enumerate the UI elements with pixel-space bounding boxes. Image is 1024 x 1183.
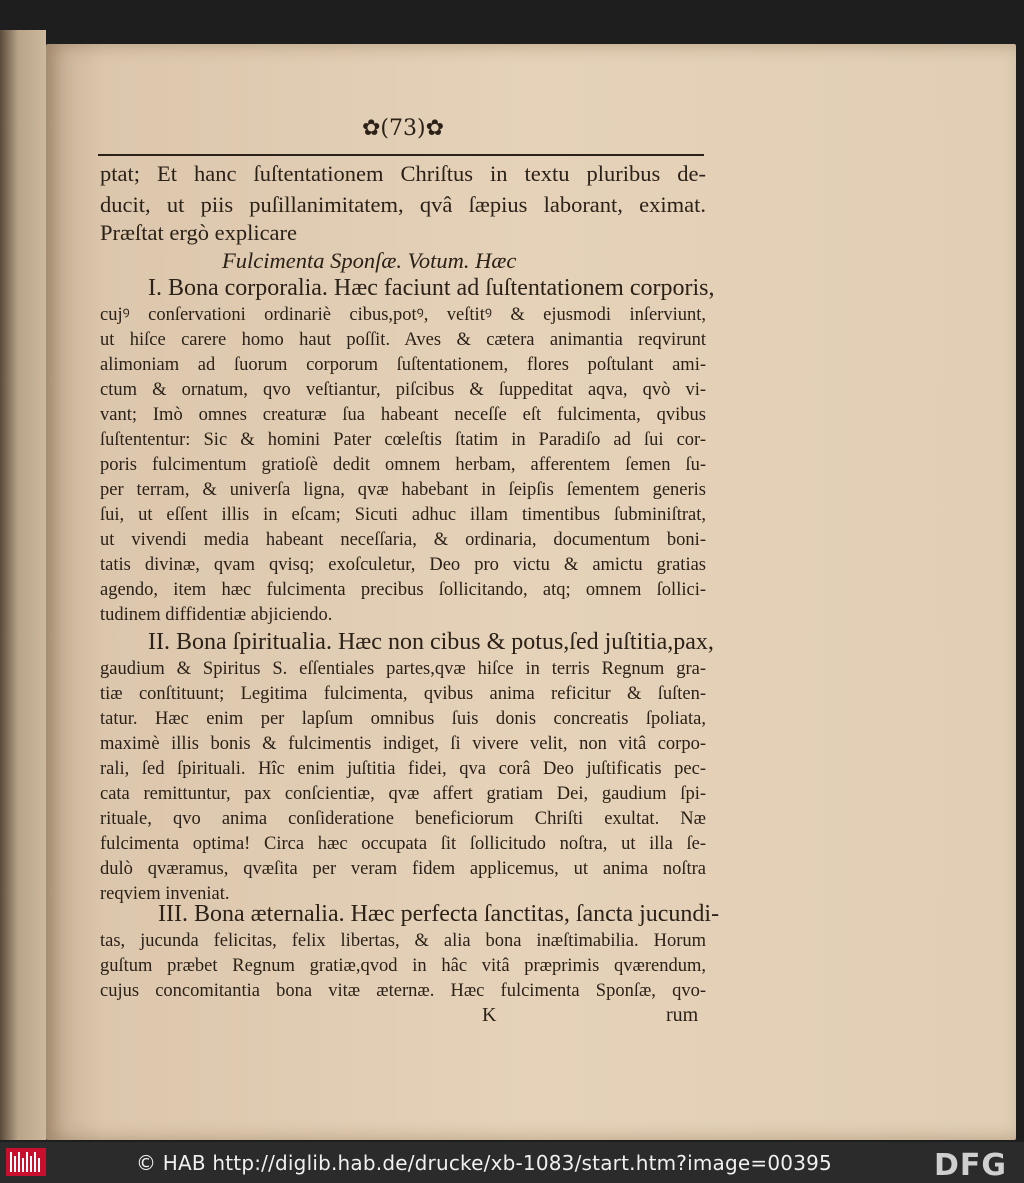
section-heading: Fulcimenta Sponſæ. Votum. Hæc bbox=[222, 248, 517, 273]
ornament-left-icon: ✿ bbox=[361, 116, 381, 141]
page-number: ✿(73)✿ bbox=[361, 116, 445, 141]
hab-logo-icon bbox=[6, 1148, 46, 1176]
text-line: tas, jucunda felicitas, felix libertas, & alia bona inæſtimabilia. Horum bbox=[100, 931, 706, 951]
text-line: cujꝰ conſervationi ordinariè cibus,potꝰ, veſtitꝰ & ejusmodi inſerviunt, bbox=[100, 305, 706, 325]
text-line: ducit, ut piis puſillanimitatem, qvâ ſæpius laborant, eximat. bbox=[100, 192, 706, 217]
text-line: tatis divinæ, qvam qvisq; exoſculetur, Deo pro victu & amictu gratias bbox=[100, 555, 706, 575]
text-line: fulcimenta optima! Circa hæc occupata ſit ſollicitudo noſtra, ut illa ſe- bbox=[100, 834, 706, 854]
header-rule bbox=[98, 154, 704, 156]
previous-page-edge bbox=[0, 30, 46, 1140]
section-title-3: III. Bona æternalia. Hæc perfecta ſanctitas, ſancta jucundi- bbox=[158, 901, 720, 927]
text-line: rituale, qvo anima conſideratione beneficiorum Chriſti exultat. Næ bbox=[100, 809, 706, 829]
text-line: cata remittuntur, pax conſcientiæ, qvæ affert gratiam Dei, gaudium ſpi- bbox=[100, 784, 706, 804]
text-line: rali, ſed ſpirituali. Hîc enim juſtitia fidei, qva corâ Deo juſtificatis pec- bbox=[100, 759, 706, 779]
ornament-right-icon: ✿ bbox=[425, 116, 445, 141]
dfg-logo-icon: DFG bbox=[934, 1148, 1008, 1183]
text-line: Præſtat ergò explicare bbox=[100, 220, 298, 245]
signature-mark: K bbox=[482, 1004, 497, 1026]
text-line: ſuſtententur: Sic & homini Pater cœleſtis ſtatim in Paradiſo ad ſui cor- bbox=[100, 430, 706, 450]
text-line: ctum & ornatum, qvo veſtiantur, piſcibus & ſuppeditat aqva, qvò vi- bbox=[100, 380, 706, 400]
copyright-link[interactable]: © HAB http://diglib.hab.de/drucke/xb-1083/start.htm?image=00395 bbox=[136, 1151, 832, 1175]
section-title-1: I. Bona corporalia. Hæc faciunt ad ſuſtentationem corporis, bbox=[148, 275, 715, 301]
text-line: vant; Imò omnes creaturæ ſua habeant neceſſe eſt fulcimenta, qvibus bbox=[100, 405, 706, 425]
text-line: ut hiſce carere homo haut poſſit. Aves & cætera animantia reqvirunt bbox=[100, 330, 706, 350]
text-line: ut vivendi media habeant neceſſaria, & ordinaria, documentum boni- bbox=[100, 530, 706, 550]
text-line: reqviem inveniat. bbox=[100, 884, 230, 904]
text-line: alimoniam ad ſuorum corporum ſuſtentationem, flores poſtulant ami- bbox=[100, 355, 706, 375]
text-line: per terram, & univerſa ligna, qvæ habebant in ſeipſis ſementem generis bbox=[100, 480, 706, 500]
text-line: gaudium & Spiritus S. eſſentiales partes,qvæ hiſce in terris Regnum gra- bbox=[100, 659, 706, 679]
section-title-2: II. Bona ſpiritualia. Hæc non cibus & potus,ſed juſtitia,pax, bbox=[148, 629, 714, 655]
text-line: tudinem diffidentiæ abjiciendo. bbox=[100, 605, 333, 625]
text-line: guſtum præbet Regnum gratiæ,qvod in hâc vitâ præprimis qværendum, bbox=[100, 956, 706, 976]
text-line: cujus concomitantia bona vitæ æternæ. Hæc fulcimenta Sponſæ, qvo- bbox=[100, 981, 706, 1001]
text-line: ſui, ut eſſent illis in eſcam; Sicuti adhuc illam timentibus ſubminiſtrat, bbox=[100, 505, 706, 525]
text-line: tiæ conſtituunt; Legitima fulcimenta, qvibus anima reficitur & ſuſten- bbox=[100, 684, 706, 704]
text-line: ptat; Et hanc ſuſtentationem Chriſtus in textu pluribus de- bbox=[100, 161, 706, 186]
text-line: dulò qværamus, qvæſita per veram fidem applicemus, ut anima noſtra bbox=[100, 859, 706, 879]
text-line: agendo, item hæc fulcimenta precibus ſollicitando, atq; omnem ſollici- bbox=[100, 580, 706, 600]
text-line: tatur. Hæc enim per lapſum omnibus ſuis donis concreatis ſpoliata, bbox=[100, 709, 706, 729]
footer-bar bbox=[0, 1142, 1024, 1182]
text-line: poris fulcimentum gratioſè dedit omnem herbam, afferentem ſemen ſu- bbox=[100, 455, 706, 475]
catchword: rum bbox=[666, 1004, 699, 1026]
text-line: maximè illis bonis & fulcimentis indiget, ſi vivere velit, non vitâ corpo- bbox=[100, 734, 706, 754]
